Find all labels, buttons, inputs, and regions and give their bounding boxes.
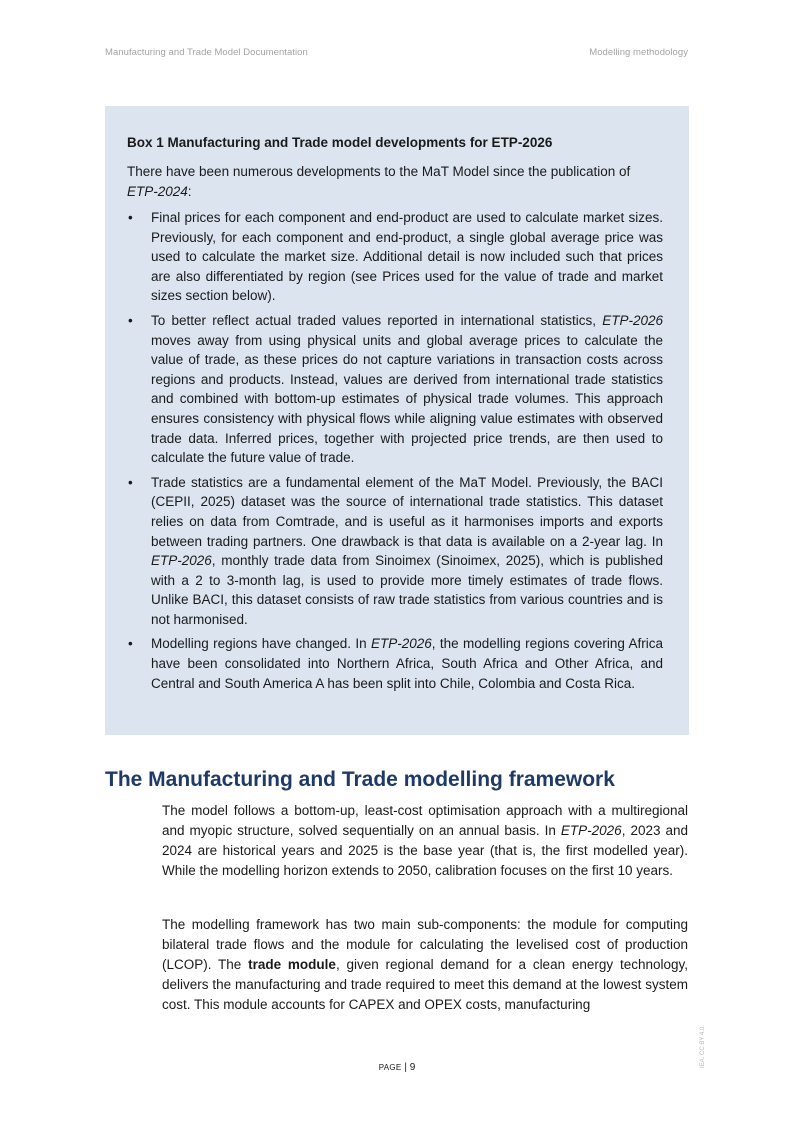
paragraph-emphasis: ETP-2026	[560, 823, 622, 838]
bullet-text: Final prices for each component and end-product are used to calculate market sizes. Previously, for each component and end-product, a single global average price was used to calculate the market size. Additional detail is now included such that prices are also differentiated by region (see Prices used for the value of trade and market sizes section below).	[151, 210, 663, 304]
bullet-text: To better reflect actual traded values reported in international statistics,	[151, 312, 603, 328]
bullet-item	[127, 634, 663, 693]
paragraph-bold: trade module	[248, 957, 336, 972]
info-box	[105, 106, 689, 735]
bullet-item	[127, 311, 663, 468]
bullet-text: moves away from using physical units and global average prices to calculate the value of trade, as these prices do not capture variations in transaction costs across regions and products. Instead, values are derived from international trade statistics and combined with bottom-up estimates of physical trade volumes. This approach ensures consistency with physical flows while aligning value estimates with observed trade data. Inferred prices, together with projected price trends, are then used to calculate the future value of trade.	[151, 332, 663, 466]
box-intro-end: :	[187, 183, 192, 199]
bullet-item	[127, 473, 663, 630]
box-title: Box 1 Manufacturing and Trade model developments for ETP-2026	[127, 135, 553, 150]
box-intro-emphasis: ETP-2024	[127, 183, 188, 199]
body-paragraph-1	[162, 801, 688, 881]
paragraph-text: , given regional demand for a clean energy technology, delivers the manufacturing and trade required to meet this demand at the lowest system cost. This module accounts for CAPEX and OPEX costs, manufacturing	[162, 957, 689, 1012]
page-separator: |	[401, 1062, 410, 1073]
bullet-item	[127, 208, 663, 306]
page-number: 9	[409, 1062, 416, 1073]
box-bullet-list	[127, 208, 663, 693]
bullet-text: Modelling regions have changed. In	[151, 636, 371, 652]
bullet-text: Trade statistics are a fundamental element of the MaT Model. Previously, the BACI (CEPII, 2025) dataset was the source of international trade statistics. This dataset relies on data from Comtrade, and is useful as it harmonises imports and exports between trading partners. One drawback is that data is available on a 2-year lag. In	[151, 474, 663, 549]
running-header-left: Manufacturing and Trade Model Documentation	[105, 47, 308, 58]
page-footer	[0, 1062, 794, 1073]
body-paragraph-2	[162, 915, 688, 1015]
bullet-emphasis: ETP-2026	[151, 553, 212, 569]
bullet-emphasis: ETP-2026	[370, 636, 432, 652]
paragraph-text: The modelling framework has two main sub-components: the module for computing bilateral trade flows and the module for calculating the levelised cost of production (LCOP). The	[162, 917, 688, 972]
bullet-text: , monthly trade data from Sinoimex (Sinoimex, 2025), which is published with a 2 to 3-month lag, is used to provide more timely estimates of trade flows. Unlike BACI, this dataset consists of raw trade statistics from various countries and is not harmonised.	[151, 553, 663, 627]
running-header-right: Modelling methodology	[589, 47, 688, 58]
license-note: IEA. CC BY 4.0.	[700, 1025, 706, 1068]
paragraph-text: The model follows a bottom-up, least-cost optimisation approach with a multiregional and myopic structure, solved sequentially on an annual basis. In	[162, 803, 688, 838]
paragraph-text: , 2023 and 2024 are historical years and 2025 is the base year (that is, the first modelled year). While the modelling horizon extends to 2050, calibration focuses on the first 10 years.	[162, 823, 688, 878]
page-label: PAGE	[378, 1063, 402, 1072]
box-intro	[127, 162, 663, 201]
box-intro-text: There have been numerous developments to the MaT Model since the publication of	[127, 164, 631, 179]
section-heading: The Manufacturing and Trade modelling framework	[105, 768, 615, 791]
bullet-text: , the modelling regions covering Africa have been consolidated into Northern Africa, South Africa and Other Africa, and Central and South America A has been split into Chile, Colombia and Costa Rica.	[151, 636, 663, 691]
bullet-emphasis: ETP-2026	[602, 312, 663, 328]
